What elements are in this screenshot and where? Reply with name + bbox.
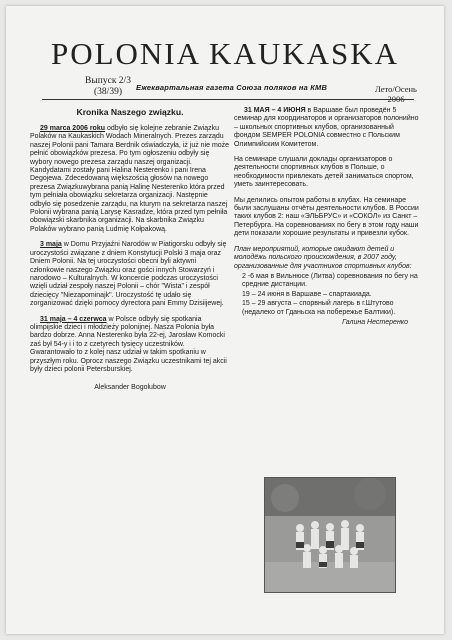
list-item: 2 -6 мая в Вильнюсе (Литва) соревнования по бегу на средние дистанции. [242, 272, 418, 289]
masthead-tagline: Ежеквартальная газета Союза поляков на КМВ [136, 83, 328, 92]
group-photo [264, 477, 396, 593]
text-may3: w Domu Przyjaźni Narodów w Piatigorsku odbyły się uroczystości związane z dniem Konstytucji Polski 3 maja oraz Dniem Polonii. Na tej uroczystości obecni byli aktywni członkowie naszego Związku oraz gości innych Stowarzyń i narodowo – Kulturalnych. W koncercie podczas uroczystości wzięli udział zespoły naszej Polonii – chór "Wista" i zespół dziecięcy "Niezapominajk". Uroczystość tę udało się zorganizować dzięki pomocy dyrectora pani Emmy Dzisiijewej. [30, 241, 227, 308]
text-may31: w Polsce odbyły się spotkania olimpijskie dzieci i młodzieży polonijnej. Nasza Polonia była bardzo dobrze. Anna Nesterenko była 22-ej, Jarosław Komocki zaś był 54-y i i to z czetyrech tysięcy uczestników. Gwarantowało to z kolej nasz udział w takim spotkaniu w przyszłym roku. Oprocz naszego Związku uczestnikami tej akcii były dzieci polonii Petersburskiej. [30, 315, 227, 373]
text-march: odbyło się kolejne zebranie Związku Polaków na Kaukaskich Wodach Mineralnych. Prezes zarządu naszej Polonii pani Tamara Berdnik oświadczyła, iż już nie może pełnić obowiązków prezesa. Po tym ogłoszeniu odbyły się wybory nowego prezesa zarządu naszej organizacji. Kandydatami zostały pani Halina Nesterenko i pani Irena Degojewa. Zdecedowaną większością głosów na nowego prezesa Związkuwybrana panią Halinę Nesterenko która przed tym pełniała obowiązku sekretarza organizacji. Następnie odbyło się posedzenie zarządu, na kturym na sekretarza naszej Polonii wybrana panią Larysę Kasradze, która przed tym pełniła obowiązski skarbnika organizacji. Na skarbnika Związku Polaków wybrano panią Ludmię Kołpakową. [30, 125, 230, 233]
event-list [242, 273, 420, 317]
date-ru-seminar: 31 МАЯ – 4 ИЮНЯ [244, 107, 306, 114]
paragraph-may31 [30, 316, 230, 375]
paragraph-may3 [30, 241, 230, 308]
right-column [234, 107, 420, 327]
issue-line-2: (38/39) [94, 87, 122, 97]
paragraph-ru-plan: План мероприятий, которые ожидают детей и молодёжь польского происхождения, в 2007 году, организованные для участников спортивных клубов: [234, 245, 412, 270]
issue-number [78, 76, 138, 98]
issue-line-1: Выпуск 2/3 [85, 76, 131, 86]
paragraph-march [30, 125, 230, 234]
list-item: 19 – 24 июня в Варшаве – спартакиада. [242, 290, 372, 298]
issue-season [366, 84, 426, 104]
masthead-rule [42, 99, 414, 100]
paragraph-ru-seminar [234, 107, 420, 149]
masthead-title: POLONIA KAUKASKA [50, 36, 400, 71]
signature-left: Aleksander Bogolubow [94, 384, 166, 392]
season-line-1: Лето/Осень [375, 84, 417, 94]
date-may31: 31 maja – 4 czerwca [40, 315, 107, 323]
date-march: 29 marca 2006 roku [40, 125, 105, 132]
signature-right: Галина Нестеренко [342, 318, 408, 326]
list-item: 15 – 29 августа – спорвный лагерь в г.Штутово (недалеко от Гданьска на побережье Балтики). [242, 300, 396, 316]
article-headline: Kronika Naszego związku. [76, 107, 184, 117]
paragraph-ru-reports: На семинаре слушали доклады организаторов о деятельности спортивных клубов в Польше, о необходимости привлекать детей заниматься спортом, уметь заинтересовать. [234, 156, 414, 189]
newsletter-page [6, 6, 444, 634]
group-photo-image [265, 478, 395, 592]
text-ru-seminar: в Варшаве был проведён 5 семинар для координаторов и организаторов полонийно – школьных спортивных клубов, организованный фондом SEMPER POLONIA совместно с Польским Олимпийским Комитетом. [234, 107, 419, 148]
date-may3: 3 maja [40, 241, 62, 249]
paragraph-ru-clubs: Мы делились опытом работы в клубах. На семинаре были заслушаны отчёты деятельности клубов. В России таких клубов 2: наш «ЭЛЬБРУС» и «СОКОЛ» из Санкт – Петербурга. На соревнованиях по бегу в этом году наши дети показали хорошие результаты и привезли кубок. [234, 196, 419, 238]
season-line-2: 2006 [387, 94, 405, 104]
left-column [30, 107, 230, 393]
